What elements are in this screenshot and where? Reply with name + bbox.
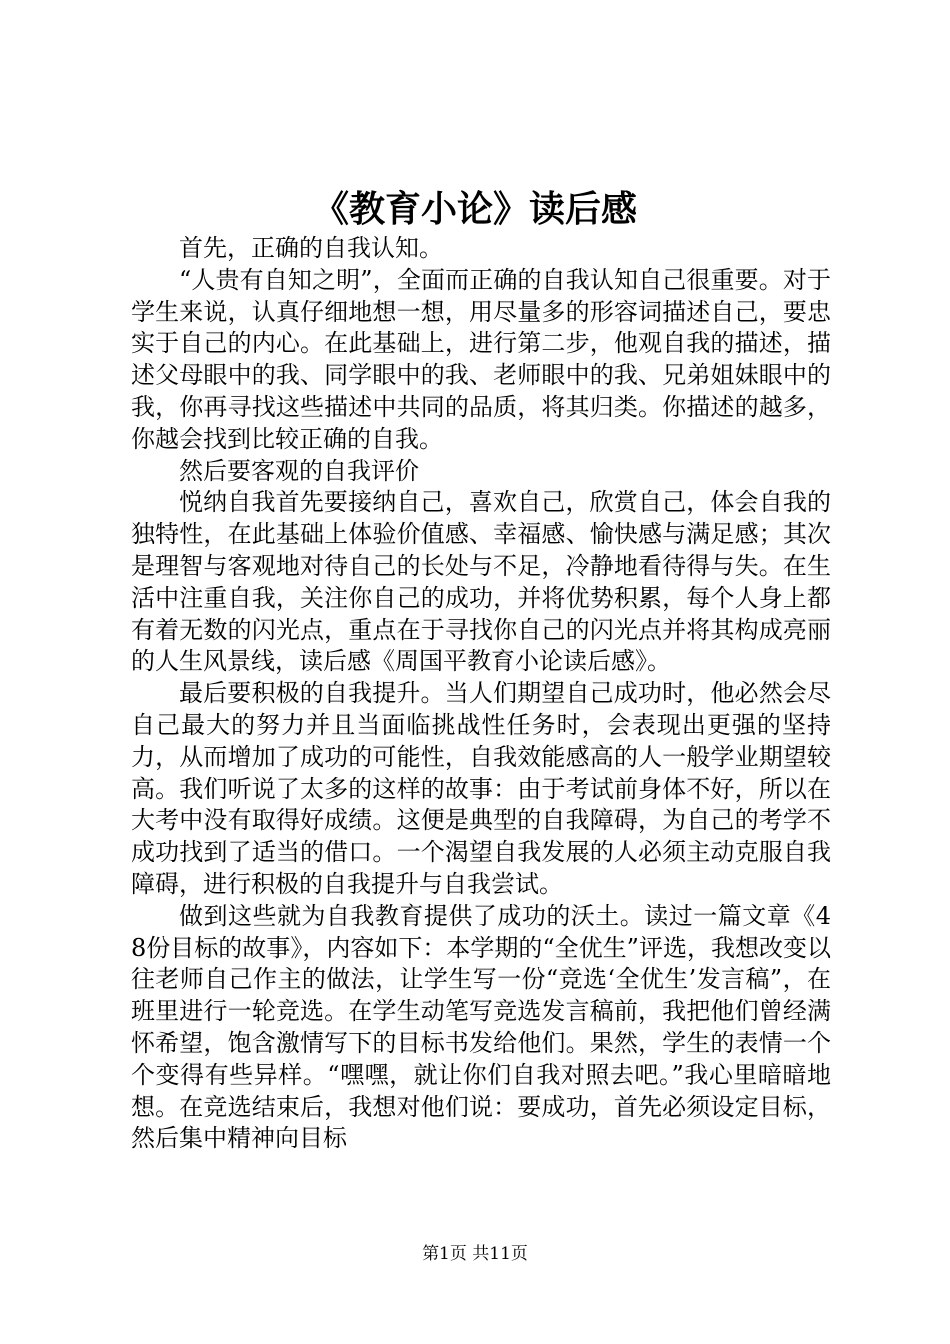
paragraph-4: 悦纳自我首先要接纳自己，喜欢自己，欣赏自己，体会自我的独特性，在此基础上体验价值感、幸福感、愉快感与满足感；其次是理智与客观地对待自己的长处与不足，冷静地看待得与失。在生活中注重自我，关注你自己的成功，并将优势积累，每个人身上都有着无数的闪光点，重点在于寻找你自己的闪光点并将其构成亮丽的人生风景线，读后感《周国平教育小论读后感》。 — [131, 488, 831, 676]
document-body — [131, 233, 831, 1155]
document-title: 《教育小论》读后感 — [312, 188, 637, 230]
paragraph-1: 首先，正确的自我认知。 — [179, 234, 443, 262]
paragraph-2: “人贵有自知之明”，全面而正确的自我认知自己很重要。对于学生来说，认真仔细地想一想，用尽量多的形容词描述自己，要忠实于自己的内心。在此基础上，进行第二步，他观自我的描述，描述父母眼中的我、同学眼中的我、老师眼中的我、兄弟姐妹眼中的我，你再寻找这些描述中共同的品质，将其归类。你描述的越多，你越会找到比较正确的自我。 — [131, 265, 831, 453]
paragraph-6: 做到这些就为自我教育提供了成功的沃土。读过一篇文章《48份目标的故事》，内容如下：本学期的“全优生”评选，我想改变以往老师自己作主的做法，让学生写一份“竞选‘全优生’发言稿”，在班里进行一轮竞选。在学生动笔写竞选发言稿前，我把他们曾经满怀希望，饱含激情写下的目标书发给他们。果然，学生的表情一个个变得有些异样。“嘿嘿，就让你们自我对照去吧。”我心里暗暗地想。在竞选结束后，我想对他们说：要成功，首先必须设定目标，然后集中精神向目标 — [131, 901, 831, 1153]
paragraph-3: 然后要客观的自我评价 — [179, 456, 419, 485]
paragraph-5: 最后要积极的自我提升。当人们期望自己成功时，他必然会尽自己最大的努力并且当面临挑战性任务时，会表现出更强的坚持力，从而增加了成功的可能性，自我效能感高的人一般学业期望较高。我们听说了太多的这样的故事：由于考试前身体不好，所以在大考中没有取得好成绩。这便是典型的自我障碍，为自己的考学不成功找到了适当的借口。一个渴望自我发展的人必须主动克服自我障碍，进行积极的自我提升与自我尝试。 — [131, 679, 831, 898]
page-footer: 第1页 共11页 — [422, 1244, 528, 1264]
